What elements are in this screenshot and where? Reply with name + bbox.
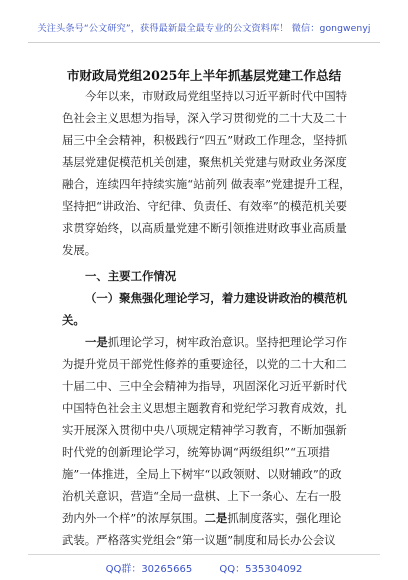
lead-marker: 一是 [85,335,108,349]
paragraph-text: 抓理论学习，树牢政治意识。坚持把理论学习作为提升党员干部党性修养的重要途径，以党的二十大和二十届二中、三中全会精神为指导，巩固深化习近平新时代中国特色社会主义思想主题教育和党纪学习教育成效，扎实开展深入贯彻中央八项规定精神学习教育，不断加强新时代党的创新理论学习，统筹协调“两级组织”“五项措施”一体推进，全局上下树牢“以政领财、以财辅政”的政治机关意识，营造“全局一盘棋、上下一条心、左右一股劲内外一个样”的浓厚氛围。 [62,335,348,525]
section-heading: 一、主要工作情况 [85,269,177,283]
qq-group: QQ群：30265665 [105,564,193,575]
document-title: 市财政局党组2025年上半年抓基层党建工作总结 [66,68,342,83]
lead-marker: 二是 [204,511,228,525]
paragraph-text: 抓制度落实，强化理论武装。严格落实党组会“第一议题”制度和局长办公会议 [62,511,342,547]
document-body [62,85,352,551]
intro-paragraph: 今年以来，市财政局党组坚持以习近平新时代中国特色社会主义思想为指导，深入学习贯彻党的二十大及二十届三中全会精神，积极践行“四五”财政工作理念，坚持抓基层党建促模范机关创建，聚焦机关党建与财政业务深度融合，连续四年持续实施“站前列 做表率”党建提升工程，坚持把“讲政治、守纪律、负责任、有效率”的模范机关要求贯穿始终，以高质量党建不断引领推进财政事业高质量发展。 [62,89,351,257]
header-banner: 关注头条号“公文研究”，获得最新最全最专业的公文资料库！ 微信：gongwenyj [37,23,371,34]
footer-contacts [0,560,408,575]
body-paragraph [62,331,352,551]
footer-divider [28,554,380,555]
subsection-heading: （一）聚焦强化理论学习，着力建设讲政治的模范机关。 [62,291,347,327]
header-divider [28,42,380,43]
qq-number: QQ：535304092 [219,564,303,575]
